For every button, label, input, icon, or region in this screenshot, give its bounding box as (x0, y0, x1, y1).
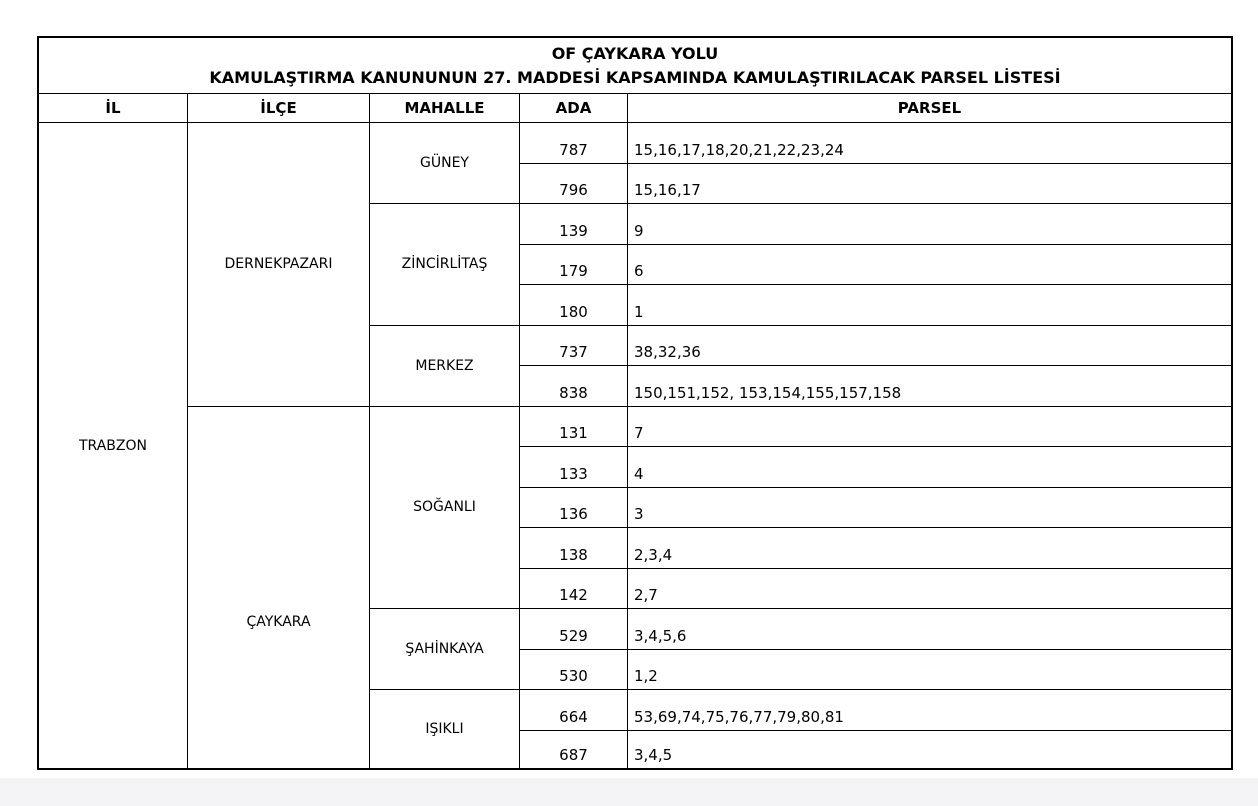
ada-cell (520, 569, 628, 610)
ada-value: 136 (559, 505, 588, 523)
ada-cell (520, 407, 628, 448)
mahalle-label: MERKEZ (415, 357, 474, 374)
ada-cell (520, 609, 628, 650)
ada-value: 687 (559, 746, 588, 764)
parsel-cell (628, 569, 1231, 610)
ada-value: 737 (559, 343, 588, 361)
ada-value: 131 (559, 424, 588, 442)
mahalle-cell-sahinkaya (370, 609, 520, 690)
ilce-cell-dernekpazari (188, 123, 370, 407)
parsel-value: 1,2 (634, 667, 658, 685)
parsel-cell (628, 123, 1231, 164)
ada-value: 787 (559, 140, 588, 159)
ada-value: 530 (559, 667, 588, 685)
parsel-cell (628, 609, 1231, 650)
parsel-cell (628, 204, 1231, 245)
ada-cell (520, 447, 628, 488)
parsel-value: 2,7 (634, 586, 658, 604)
ada-cell (520, 731, 628, 769)
ada-value: 529 (559, 626, 588, 645)
parsel-cell (628, 164, 1231, 205)
ada-value: 138 (559, 545, 588, 564)
header-ilce: İLÇE (188, 94, 370, 123)
mahalle-label: ZİNCİRLİTAŞ (401, 256, 488, 273)
ada-cell (520, 488, 628, 529)
ada-cell (520, 690, 628, 731)
parsel-cell (628, 407, 1231, 448)
parsel-value: 150,151,152, 153,154,155,157,158 (634, 383, 902, 402)
parsel-cell (628, 366, 1231, 407)
ada-cell (520, 366, 628, 407)
parsel-value: 15,16,17 (634, 181, 701, 199)
parsel-value: 3,4,5 (634, 746, 673, 764)
il-label: TRABZON (79, 437, 147, 454)
parcel-list-document (37, 36, 1233, 770)
parsel-cell (628, 731, 1231, 769)
parsel-value: 3 (634, 505, 644, 523)
ada-cell (520, 123, 628, 164)
ada-value: 838 (559, 383, 588, 402)
ada-value: 796 (559, 181, 588, 199)
title-line-1: OF ÇAYKARA YOLU (551, 44, 719, 63)
ada-value: 133 (559, 464, 588, 483)
ada-cell (520, 245, 628, 286)
ada-cell (520, 326, 628, 367)
header-ada: ADA (520, 94, 628, 123)
ilce-label: DERNEKPAZARI (224, 256, 333, 273)
parsel-value: 3,4,5,6 (634, 626, 687, 645)
parsel-cell (628, 326, 1231, 367)
parsel-value: 38,32,36 (634, 343, 701, 361)
mahalle-label: GÜNEY (420, 155, 469, 171)
ada-value: 179 (559, 262, 588, 280)
mahalle-label: ŞAHİNKAYA (405, 641, 484, 657)
parsel-value: 4 (634, 464, 644, 483)
parsel-cell (628, 488, 1231, 529)
header-il: İL (39, 94, 188, 123)
title-line-2: KAMULAŞTIRMA KANUNUNUN 27. MADDESİ KAPSAMINDA KAMULAŞTIRILACAK PARSEL LİSTESİ (209, 68, 1061, 87)
parsel-cell (628, 447, 1231, 488)
parsel-value: 7 (634, 424, 644, 442)
header-parsel: PARSEL (628, 94, 1231, 123)
mahalle-cell-soganli (370, 407, 520, 610)
parsel-cell (628, 245, 1231, 286)
ada-cell (520, 204, 628, 245)
parsel-value: 15,16,17,18,20,21,22,23,24 (634, 140, 844, 159)
ada-value: 142 (559, 586, 588, 604)
parsel-value: 6 (634, 262, 644, 280)
parsel-cell (628, 690, 1231, 731)
ada-cell (520, 650, 628, 691)
il-cell (39, 123, 188, 768)
ilce-label: ÇAYKARA (246, 614, 311, 631)
header-mahalle: MAHALLE (370, 94, 520, 123)
parsel-value: 2,3,4 (634, 545, 673, 564)
mahalle-cell-merkez (370, 326, 520, 407)
ada-cell (520, 528, 628, 569)
mahalle-cell-guney (370, 123, 520, 204)
document-title (39, 38, 1231, 94)
mahalle-label: IŞIKLI (425, 721, 464, 737)
parsel-cell (628, 650, 1231, 691)
parsel-value: 53,69,74,75,76,77,79,80,81 (634, 707, 844, 726)
page-bottom-band (0, 778, 1258, 806)
parsel-cell (628, 285, 1231, 326)
parsel-value: 9 (634, 221, 644, 240)
ada-value: 664 (559, 707, 588, 726)
ilce-cell-caykara (188, 407, 370, 769)
parsel-value: 1 (634, 302, 644, 321)
ada-cell (520, 285, 628, 326)
parsel-cell (628, 528, 1231, 569)
ada-value: 180 (559, 302, 588, 321)
mahalle-cell-zincirlitas (370, 204, 520, 326)
ada-value: 139 (559, 221, 588, 240)
ada-cell (520, 164, 628, 205)
mahalle-label: SOĞANLI (413, 499, 476, 516)
mahalle-cell-isikli (370, 690, 520, 768)
